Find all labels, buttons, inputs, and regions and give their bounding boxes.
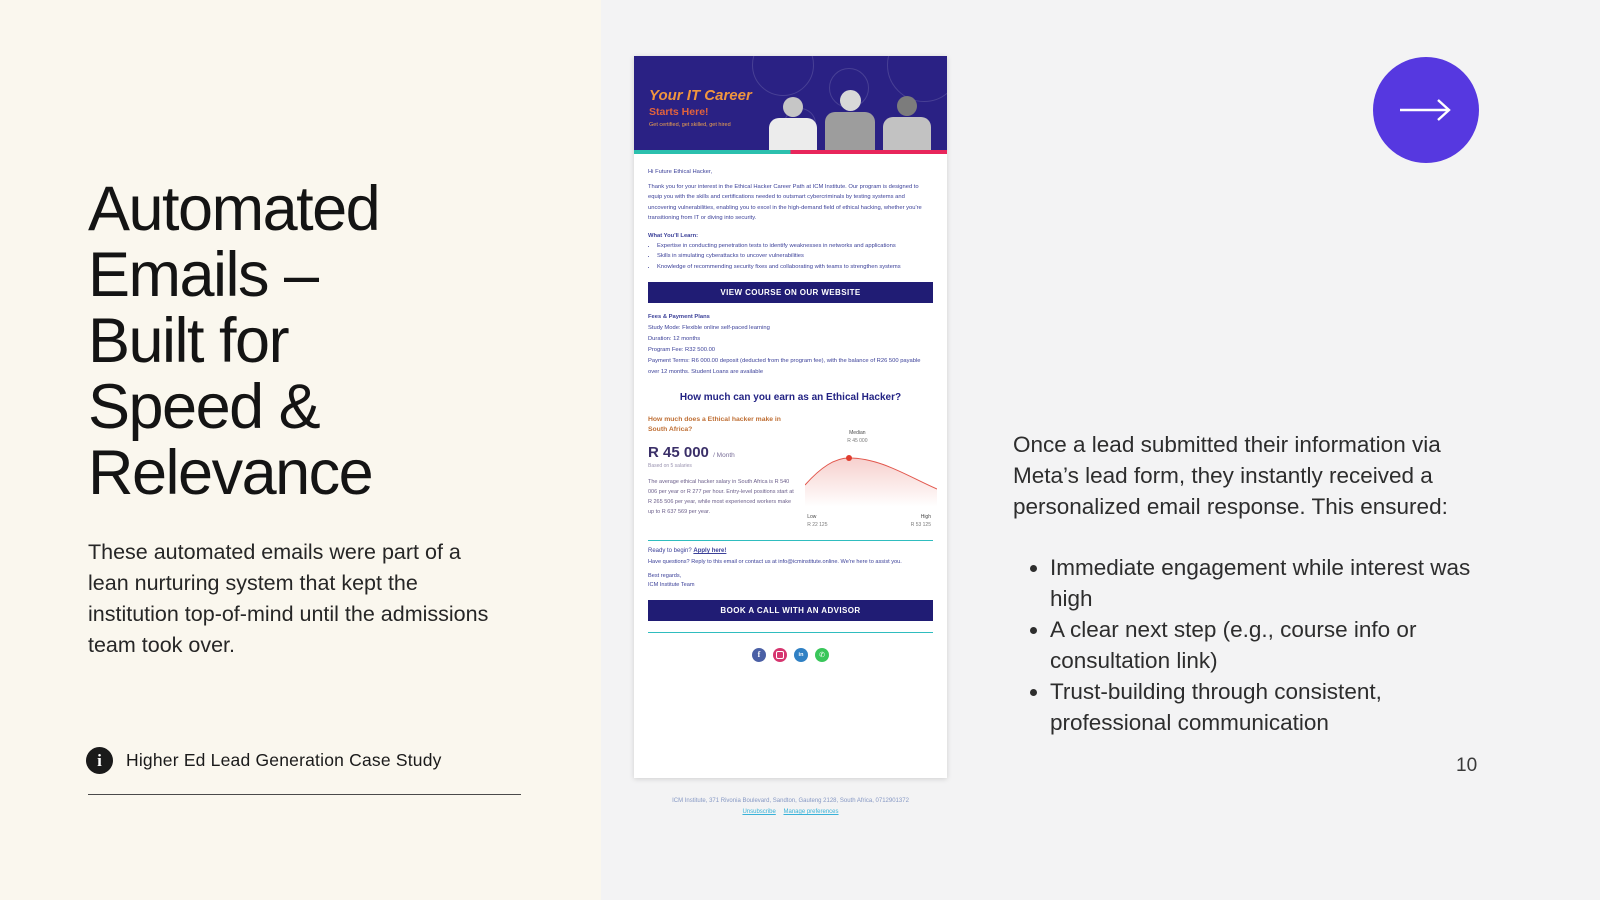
email-footer-links	[634, 809, 947, 815]
median-label: Median R 45 000	[847, 429, 868, 444]
next-slide-button[interactable]	[1373, 57, 1479, 163]
student-figure	[883, 96, 931, 150]
salary-description: The average ethical hacker salary in South Africa is R 540 006 per year or R 277 per hour. Entry-level positions start at R 265 506 per year, while most experienced workers make up to R 637 569 per year.	[648, 478, 794, 515]
info-icon: i	[86, 747, 113, 774]
learn-item: • Skills in simulating cyberattacks to uncover vulnerabilities	[657, 251, 933, 262]
teal-divider	[648, 540, 933, 541]
high-label: High R 53 125	[910, 513, 931, 528]
fees-line: Program Fee: R32 500.00	[648, 346, 716, 353]
salary-summary	[648, 415, 795, 529]
email-hero-subtitle: Starts Here!	[649, 106, 709, 118]
instagram-icon[interactable]	[773, 648, 787, 662]
divider-line	[88, 794, 521, 795]
page-number: 10	[1456, 755, 1478, 776]
benefit-item: • Immediate engagement while interest was high	[1050, 552, 1491, 614]
salary-distribution-chart	[805, 429, 933, 529]
case-study-label: Higher Ed Lead Generation Case Study	[126, 750, 442, 770]
right-copy	[1013, 429, 1491, 738]
right-intro-paragraph: Once a lead submitted their information via Meta’s lead form, they instantly received a personalized email response. This ensured:	[1013, 432, 1448, 519]
email-footer-address: ICM Institute, 371 Rivonia Boulevard, Sandton, Gauteng 2128, South Africa, 0712901372	[672, 798, 909, 804]
ready-line: Ready to begin? Apply here!	[648, 547, 727, 554]
salary-period: / Month	[713, 451, 735, 459]
slide-title	[88, 176, 379, 506]
social-icons-row	[648, 648, 933, 662]
title-line: Relevance	[88, 438, 373, 508]
learn-item: • Expertise in conducting penetration tests to identify weaknesses in networks and applications	[657, 241, 933, 252]
learn-heading: What You'll Learn:	[648, 232, 699, 239]
benefit-item: • Trust-building through consistent, professional communication	[1050, 676, 1491, 738]
student-figure	[825, 90, 875, 150]
unsubscribe-link[interactable]: Unsubscribe	[742, 809, 776, 815]
email-footer	[634, 798, 947, 815]
fees-line: Duration: 12 months	[648, 335, 701, 342]
book-call-button[interactable]: BOOK A CALL WITH AN ADVISOR	[648, 600, 933, 621]
facebook-icon[interactable]: f	[752, 648, 766, 662]
benefit-item: • A clear next step (e.g., course info or consultation link)	[1050, 614, 1491, 676]
fees-line: Payment Terms: R6 000.00 deposit (deducted from the program fee), with the balance of R26 500 payable over 12 months. Student Loans are available	[648, 357, 921, 375]
manage-preferences-link[interactable]: Manage preferences	[783, 809, 839, 815]
learn-item: • Knowledge of recommending security fixes and collaborating with teams to strengthen systems	[657, 262, 933, 273]
fees-section	[648, 312, 933, 378]
signoff: Best regards, ICM Institute Team	[648, 572, 695, 589]
salary-value: R 45 000	[648, 443, 709, 461]
apply-link[interactable]: Apply here!	[693, 547, 727, 554]
email-intro-paragraph: Thank you for your interest in the Ethical Hacker Career Path at ICM Institute. Our program is designed to equip you with the skills and certifications needed to outsmart cybercriminals by testing systems and uncovering vulnerabilities, enabling you to excel in the high-demand field of ethical hacking, whether you're transitioning from IT or diving into security.	[648, 184, 922, 222]
fees-line: Study Mode: Flexible online self-paced learning	[648, 324, 770, 331]
salary-question: How much does a Ethical hacker make in South Africa?	[648, 415, 781, 434]
salary-curve	[805, 445, 937, 507]
email-greeting: Hi Future Ethical Hacker,	[648, 169, 713, 175]
salary-widget	[648, 415, 933, 529]
title-line: Built for	[88, 306, 289, 376]
email-body	[634, 154, 947, 662]
student-figure	[769, 97, 817, 150]
salary-amount	[648, 444, 795, 461]
email-hero-tagline: Get certified, get skilled, get hired	[649, 122, 731, 128]
left-panel	[0, 0, 601, 900]
median-dot	[846, 455, 852, 461]
email-hero-title: Your IT Career	[649, 87, 752, 104]
whatsapp-icon[interactable]: ✆	[815, 648, 829, 662]
view-course-button[interactable]: VIEW COURSE ON OUR WEBSITE	[648, 282, 933, 303]
earnings-heading: How much can you earn as an Ethical Hacker?	[679, 391, 902, 403]
fees-heading: Fees & Payment Plans	[648, 313, 710, 320]
students-photo	[767, 56, 945, 150]
linkedin-icon[interactable]: in	[794, 648, 808, 662]
low-label: Low R 22 125	[807, 513, 828, 528]
title-line: Automated	[88, 174, 380, 244]
salary-basis: Based on 5 salaries	[648, 462, 692, 469]
case-study-source	[86, 747, 442, 774]
right-arrow-icon	[1397, 97, 1455, 123]
questions-line: Have questions? Reply to this email or contact us at info@icminstitute.online. We're here to assist you.	[648, 558, 902, 565]
email-hero-banner	[634, 56, 947, 150]
teal-divider	[648, 632, 933, 633]
title-line: Emails –	[88, 240, 318, 310]
benefits-list	[1013, 552, 1491, 738]
slide-lead-paragraph: These automated emails were part of a lean nurturing system that kept the institution top-of-mind until the admissions team took over.	[88, 540, 489, 657]
learn-list	[648, 241, 933, 273]
email-screenshot-card	[634, 56, 947, 778]
title-line: Speed &	[88, 372, 320, 442]
